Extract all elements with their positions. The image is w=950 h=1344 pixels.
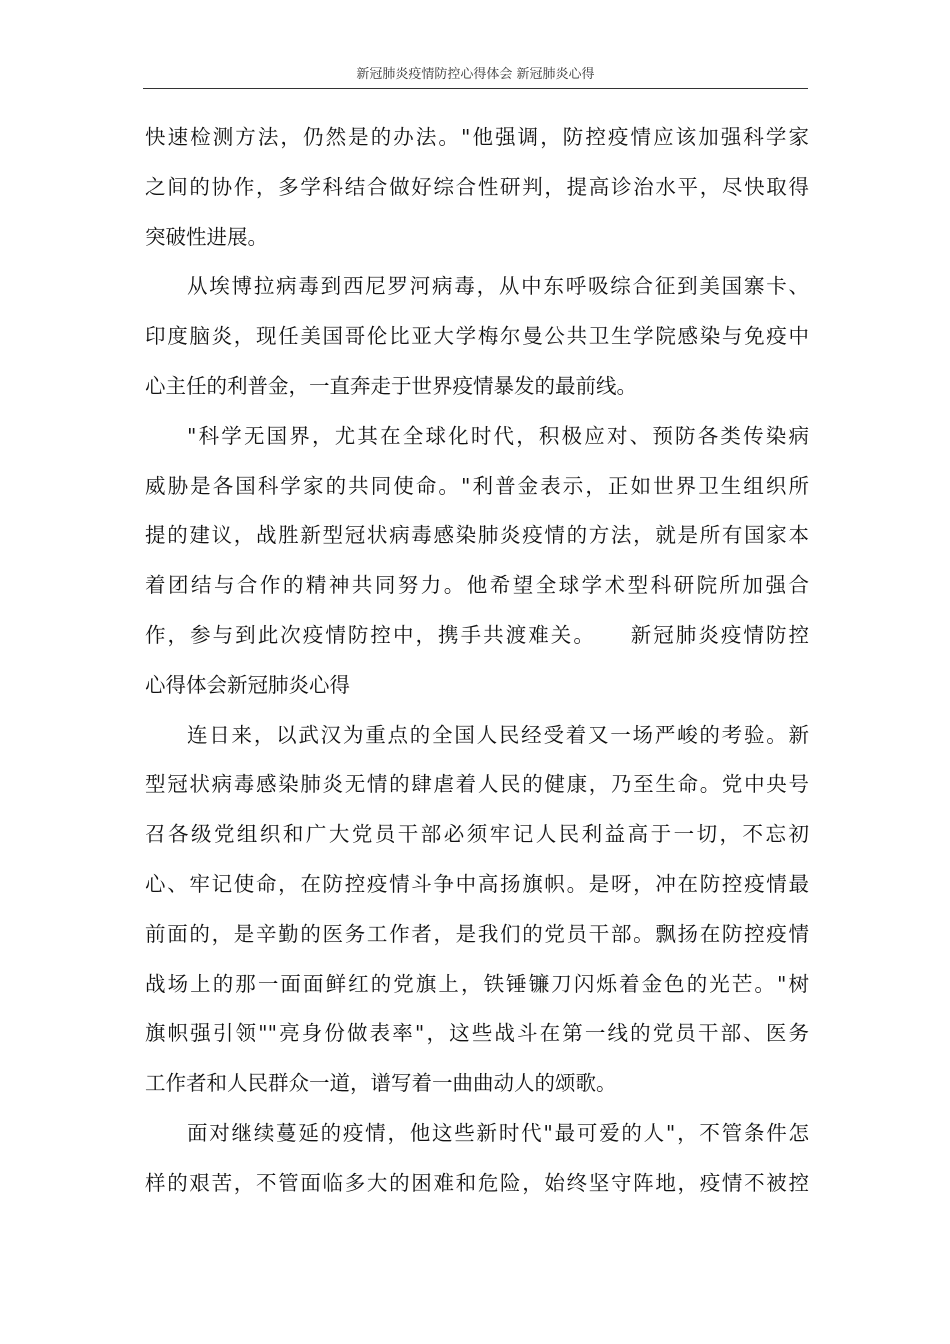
header-divider xyxy=(143,88,808,89)
text-line: 旗帜强引领""亮身份做表率"，这些战斗在第一线的党员干部、医务 xyxy=(145,1021,809,1046)
text-line: 作，参与到此次疫情防控中，携手共渡难关。 新冠肺炎疫情防控 xyxy=(145,622,809,647)
text-line: 印度脑炎，现任美国哥伦比亚大学梅尔曼公共卫生学院感染与免疫中 xyxy=(145,324,809,349)
text-line: 突破性进展。 xyxy=(145,224,268,249)
text-line: 心得体会新冠肺炎心得 xyxy=(145,672,350,697)
text-line: 样的艰苦，不管面临多大的困难和危险，始终坚守阵地，疫情不被控 xyxy=(145,1170,809,1195)
text-line: 心、牢记使命，在防控疫情斗争中高扬旗帜。是呀，冲在防控疫情最 xyxy=(145,871,809,896)
body-text xyxy=(145,113,809,1209)
text-line: 召各级党组织和广大党员干部必须牢记人民利益高于一切，不忘初 xyxy=(145,822,809,847)
text-line: "科学无国界，尤其在全球化时代，积极应对、预防各类传染病 xyxy=(187,423,809,448)
text-line: 型冠状病毒感染肺炎无情的肆虐着人民的健康，乃至生命。党中央号 xyxy=(145,772,809,797)
text-line: 前面的，是辛勤的医务工作者，是我们的党员干部。飘扬在防控疫情 xyxy=(145,921,809,946)
text-line: 面对继续蔓延的疫情，他这些新时代"最可爱的人"，不管条件怎 xyxy=(187,1120,809,1145)
text-line: 提的建议，战胜新型冠状病毒感染肺炎疫情的方法，就是所有国家本 xyxy=(145,523,809,548)
text-line: 心主任的利普金，一直奔走于世界疫情暴发的最前线。 xyxy=(145,373,637,398)
text-line: 威胁是各国科学家的共同使命。"利普金表示，正如世界卫生组织所 xyxy=(145,473,809,498)
running-header: 新冠肺炎疫情防控心得体会 新冠肺炎心得 xyxy=(356,67,595,82)
text-line: 连日来，以武汉为重点的全国人民经受着又一场严峻的考验。新 xyxy=(187,722,809,747)
text-line: 快速检测方法，仍然是的办法。"他强调，防控疫情应该加强科学家 xyxy=(145,125,809,149)
text-line: 工作者和人民群众一道，谱写着一曲曲动人的颂歌。 xyxy=(145,1071,617,1096)
text-line: 之间的协作，多学科结合做好综合性研判，提高诊治水平，尽快取得 xyxy=(145,174,809,199)
text-line: 战场上的那一面面鲜红的党旗上，铁锤镰刀闪烁着金色的光芒。"树 xyxy=(145,971,809,996)
text-line: 从埃博拉病毒到西尼罗河病毒，从中东呼吸综合征到美国寨卡、 xyxy=(187,274,809,299)
text-line: 着团结与合作的精神共同努力。他希望全球学术型科研院所加强合 xyxy=(145,573,809,598)
